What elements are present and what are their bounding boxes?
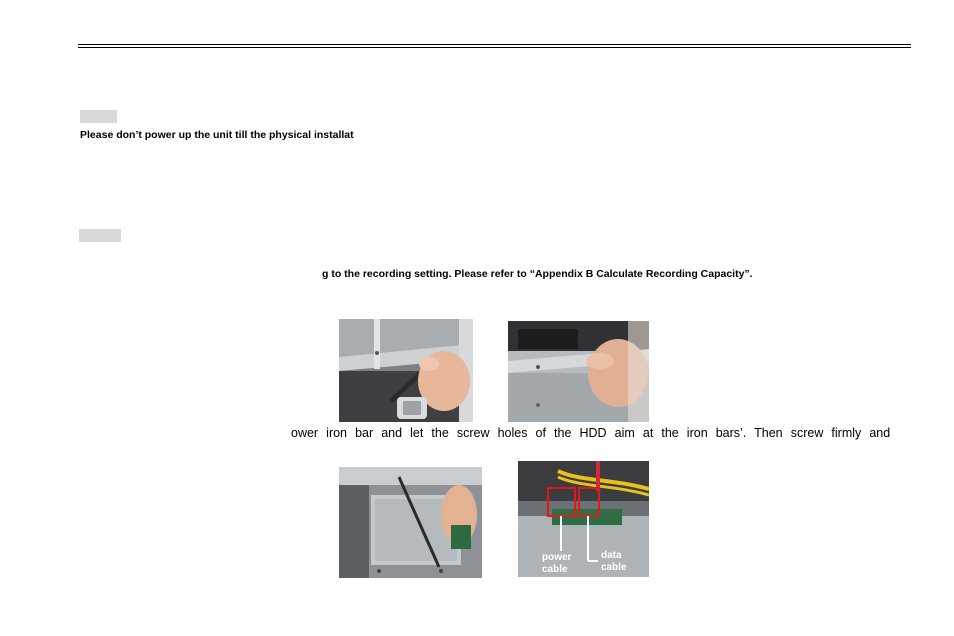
header-rule-top — [78, 44, 911, 45]
power-up-notice: Please don’t power up the unit till the physical installat — [80, 129, 354, 141]
data-cable-label-2: cable — [601, 562, 627, 573]
power-cable-label: power — [542, 552, 572, 563]
photo-screw-hdd — [339, 467, 482, 578]
power-cable-label-2: cable — [542, 564, 568, 575]
photo-remove-screw — [339, 319, 473, 422]
note-label-bar-2 — [79, 229, 121, 242]
photo-connect-cables — [518, 461, 649, 577]
recording-capacity-note: g to the recording setting. Please refer to “Appendix B Calculate Recording Capacity”. — [322, 268, 753, 280]
install-step-text: ower iron bar and let the screw holes of the HDD aim at the iron bars’. Then screw firmly and — [291, 426, 891, 440]
data-cable-label: data — [601, 550, 622, 561]
note-label-bar — [80, 110, 117, 123]
header-rule-bottom — [78, 47, 911, 48]
photo-hold-iron-bar — [508, 321, 649, 422]
